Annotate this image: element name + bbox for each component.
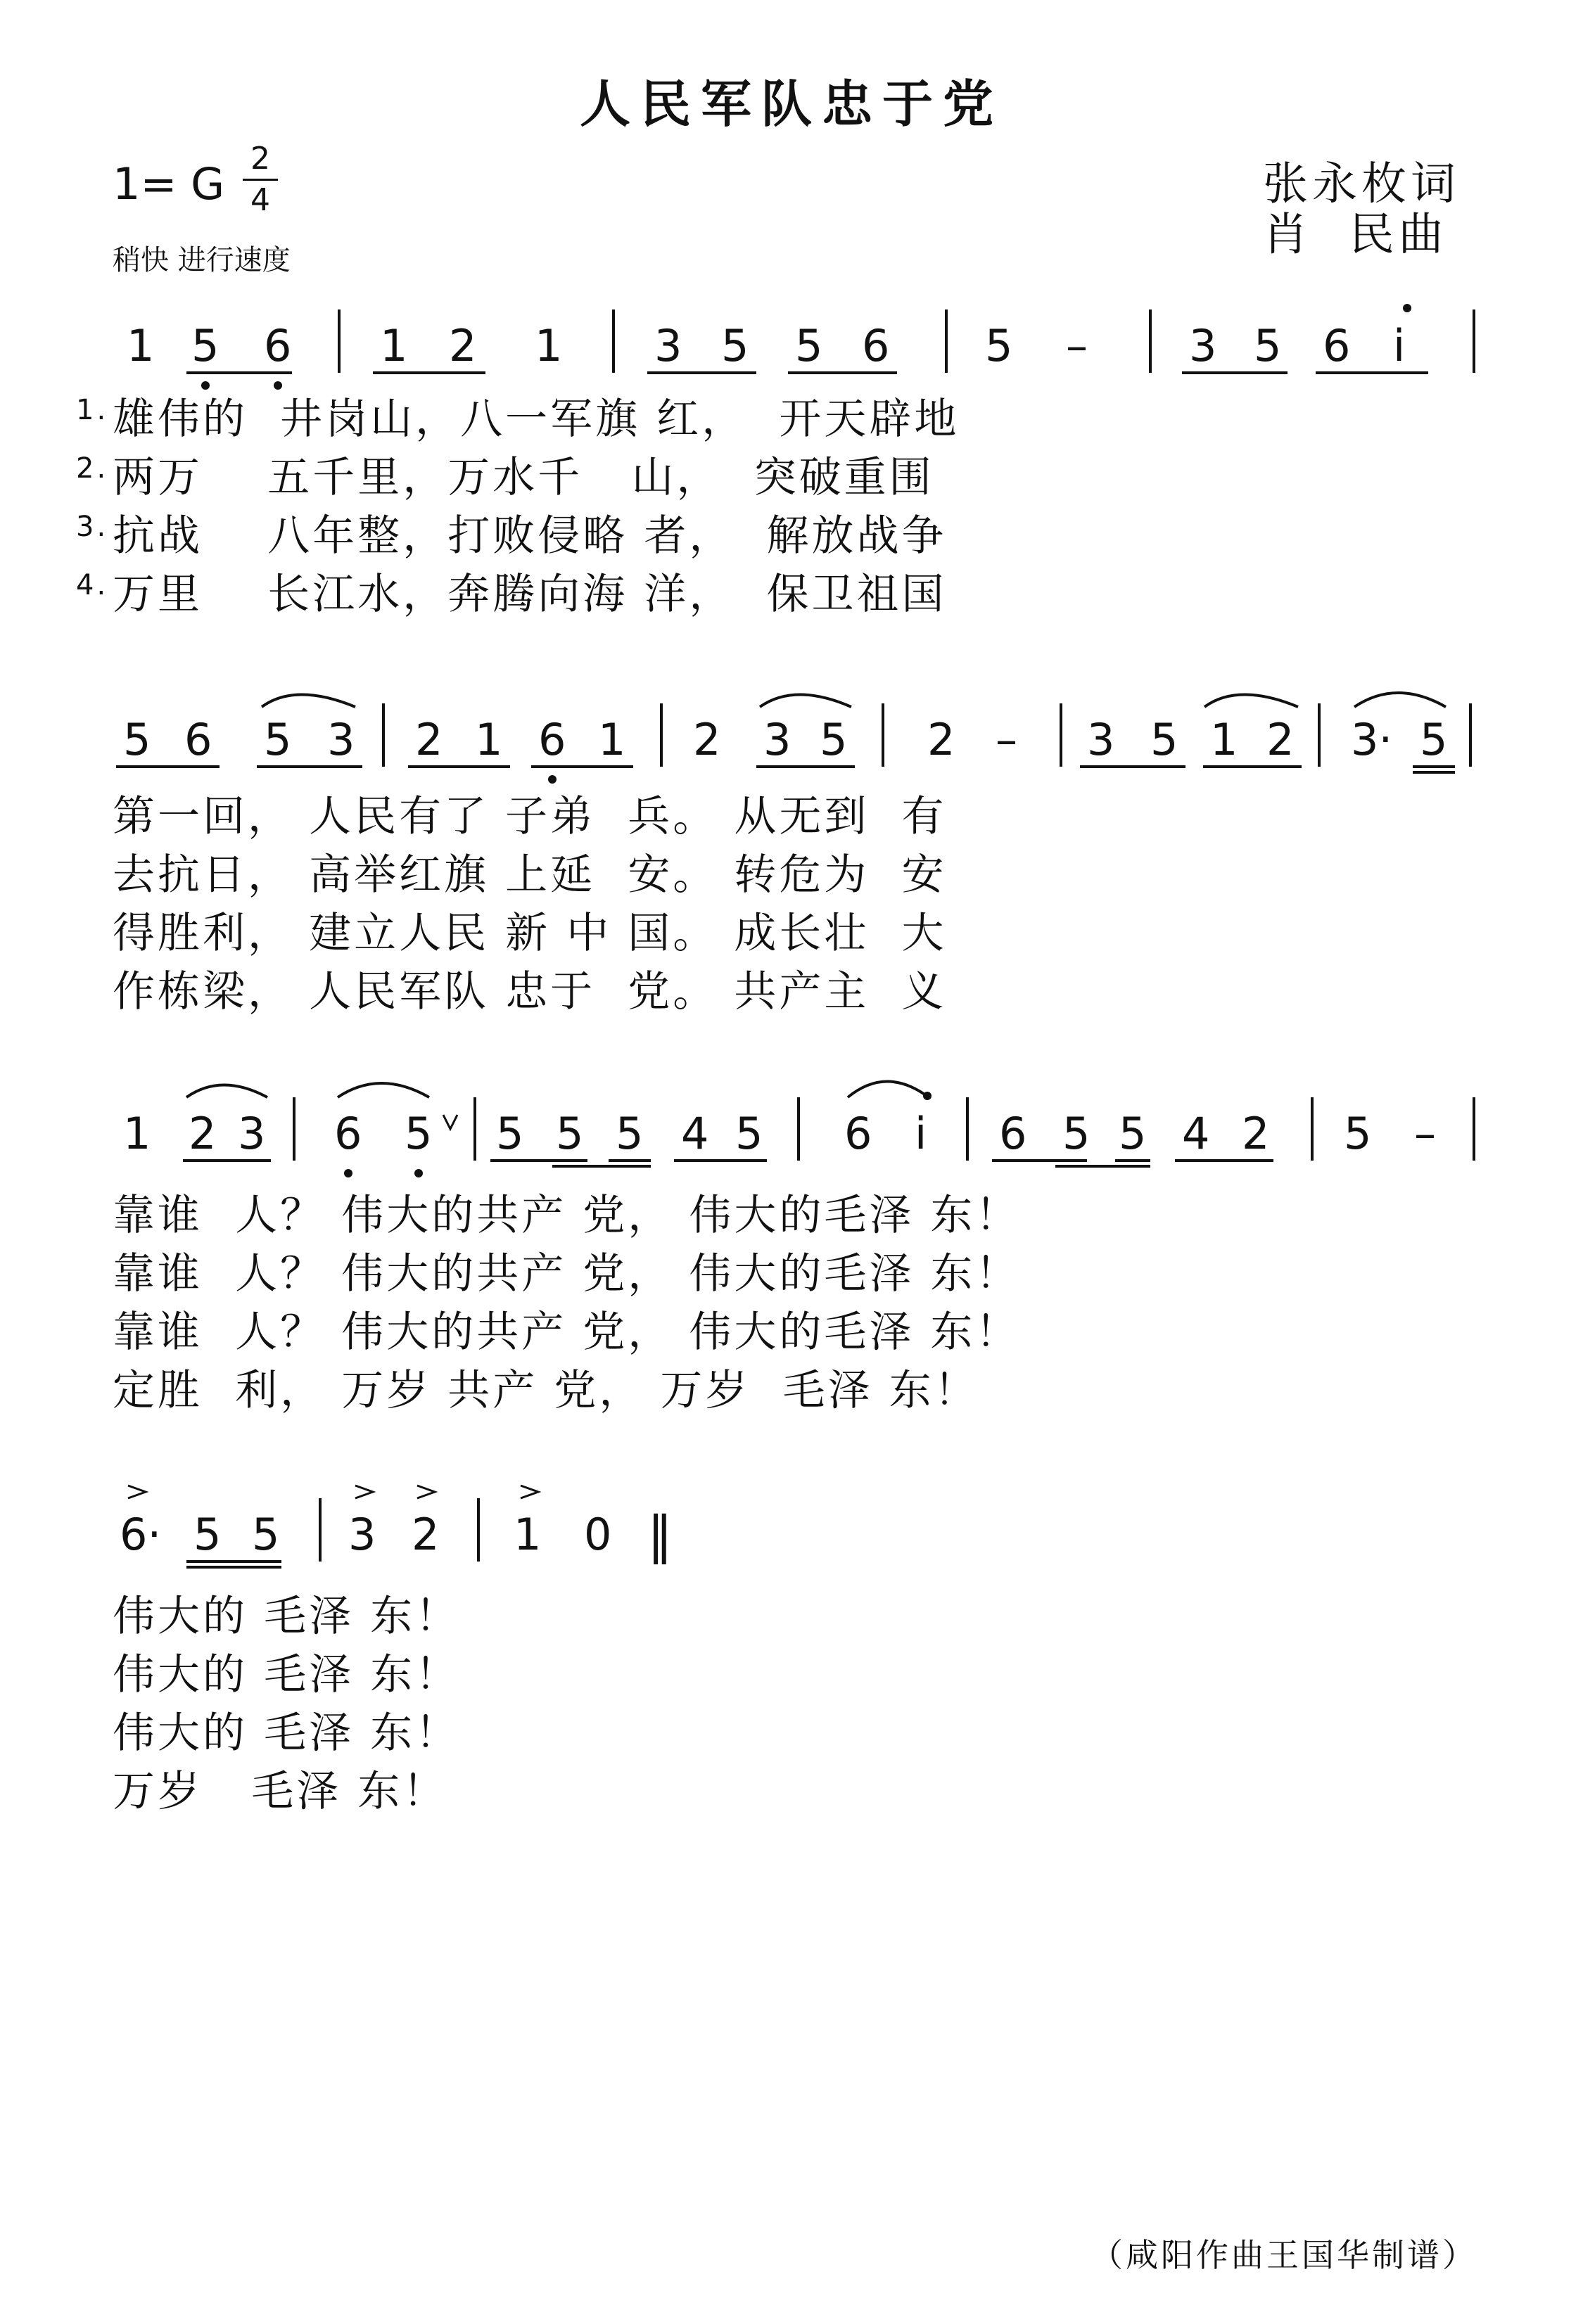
- note: 2: [927, 714, 955, 765]
- note: 5: [252, 1509, 280, 1560]
- note: 2: [1266, 714, 1295, 765]
- lyric-line: 靠谁 人？ 伟大的共产 党， 伟大的毛泽 东！: [113, 1308, 1021, 1357]
- accent: [128, 1486, 146, 1498]
- slur: [1204, 695, 1298, 708]
- note: 5: [735, 1108, 763, 1159]
- tempo-marking: 稍快 进行速度: [113, 244, 291, 276]
- lyric-line: 万岁 毛泽 东！: [113, 1767, 448, 1816]
- note: 2: [449, 320, 477, 371]
- note: 3: [238, 1108, 266, 1159]
- note: 5: [405, 1108, 433, 1159]
- note: 5: [795, 320, 823, 371]
- note: 1: [598, 714, 626, 765]
- note: 6: [1323, 320, 1351, 371]
- slur: [848, 1082, 929, 1098]
- breath-mark: [443, 1115, 457, 1129]
- final-barline: ‖: [647, 1505, 673, 1564]
- note: 5: [820, 714, 848, 765]
- note: 3: [1087, 714, 1115, 765]
- note: 6·: [120, 1509, 162, 1560]
- note: 2: [1242, 1108, 1270, 1159]
- slur: [1354, 693, 1446, 707]
- slur: [760, 695, 851, 708]
- lyric-line: 雄伟的 井岗山，八一军旗 红， 开天辟地: [113, 395, 960, 444]
- transcriber-credit: （咸阳作曲王国华制谱）: [1091, 2236, 1477, 2274]
- lyric-line: 靠谁 人？ 伟大的共产 党， 伟大的毛泽 东！: [113, 1249, 1021, 1298]
- lyric-line: 作栋梁， 人民军队 忠于 党。 共产主 义: [113, 967, 947, 1016]
- note: 1: [514, 1509, 542, 1560]
- note: 1: [123, 1108, 151, 1159]
- composer-credit: 肖 民曲: [1263, 209, 1448, 261]
- octave-dot: [923, 1092, 932, 1100]
- verse-number: 2.: [76, 452, 109, 485]
- note: 2: [415, 714, 443, 765]
- note: 5: [496, 1108, 524, 1159]
- note: 5: [1254, 320, 1282, 371]
- note: 5: [985, 320, 1013, 371]
- lyric-line: 得胜利， 建立人民 新 中 国。 成长壮 大: [113, 909, 947, 958]
- lyricist-credit: 张永枚词: [1263, 158, 1460, 210]
- note: 1: [380, 320, 408, 371]
- note: 3: [654, 320, 682, 371]
- slur: [338, 1083, 429, 1097]
- song-title: 人民军队忠于党: [579, 74, 1003, 134]
- note: 1: [1210, 714, 1238, 765]
- accent: [417, 1486, 435, 1498]
- lyric-line: 抗战 八年整，打败侵略 者， 解放战争: [113, 511, 947, 561]
- octave-dot: [414, 1169, 423, 1177]
- slur: [262, 695, 355, 708]
- note: 6: [862, 320, 890, 371]
- note: 6: [538, 714, 566, 765]
- note: 5: [616, 1108, 644, 1159]
- note: –: [996, 714, 1017, 765]
- octave-dot: [274, 381, 282, 390]
- octave-dot: [548, 775, 557, 784]
- lyric-line: 伟大的 毛泽 东！: [113, 1650, 461, 1699]
- lyric-line: 两万 五千里，万水千 山， 突破重围: [113, 453, 934, 502]
- verse-number: 4.: [76, 569, 109, 601]
- note: 0: [584, 1509, 612, 1560]
- note: 6: [999, 1108, 1027, 1159]
- note: 5: [1062, 1108, 1091, 1159]
- note: 6: [264, 320, 292, 371]
- accent: [521, 1486, 538, 1498]
- lyric-line: 伟大的 毛泽 东！: [113, 1709, 461, 1758]
- octave-dot: [1403, 304, 1411, 312]
- note: i: [915, 1108, 927, 1159]
- note: 6: [184, 714, 212, 765]
- note: 2: [693, 714, 721, 765]
- note: 3: [348, 1509, 376, 1560]
- note: 5: [123, 714, 151, 765]
- verse-number: 3.: [76, 511, 109, 543]
- note: 5: [1420, 714, 1448, 765]
- key-signature: 1= G: [113, 158, 225, 210]
- accent: [355, 1486, 373, 1498]
- lyric-line: 去抗日， 高举红旗 上延 安。 转危为 安: [113, 850, 947, 900]
- note: i: [1393, 320, 1406, 371]
- octave-dot: [344, 1169, 352, 1177]
- note: 5: [556, 1108, 584, 1159]
- note: 4: [681, 1108, 709, 1159]
- note: 3·: [1351, 714, 1393, 765]
- note: 5: [721, 320, 749, 371]
- lyric-line: 第一回， 人民有了 子弟 兵。 从无到 有: [113, 792, 947, 841]
- note: 5: [193, 1509, 222, 1560]
- note: 4: [1182, 1108, 1210, 1159]
- time-sig-bottom: 4: [250, 182, 270, 218]
- note: 1: [475, 714, 503, 765]
- note: 5: [1344, 1108, 1372, 1159]
- time-sig-top: 2: [250, 141, 270, 177]
- lyric-line: 伟大的 毛泽 东！: [113, 1592, 461, 1641]
- note: 3: [327, 714, 355, 765]
- note: 3: [763, 714, 792, 765]
- lyric-line: 万里 长江水，奔腾向海 洋， 保卫祖国: [113, 570, 947, 619]
- note: –: [1414, 1108, 1436, 1159]
- note: 6: [844, 1108, 872, 1159]
- verse-number: 1.: [76, 394, 109, 426]
- octave-dot: [201, 381, 210, 390]
- slur: [186, 1085, 267, 1098]
- note: 5: [1150, 714, 1178, 765]
- note: 5: [191, 320, 220, 371]
- lyric-line: 靠谁 人？ 伟大的共产 党， 伟大的毛泽 东！: [113, 1191, 1021, 1240]
- note: 2: [412, 1509, 440, 1560]
- note: –: [1066, 320, 1088, 371]
- note: 1: [127, 320, 155, 371]
- note: 6: [334, 1108, 362, 1159]
- note: 5: [264, 714, 292, 765]
- note: 3: [1189, 320, 1217, 371]
- note: 5: [1119, 1108, 1147, 1159]
- note: 2: [189, 1108, 217, 1159]
- note: 1: [535, 320, 563, 371]
- lyric-line: 定胜 利， 万岁 共产 党， 万岁 毛泽 东！: [113, 1366, 979, 1415]
